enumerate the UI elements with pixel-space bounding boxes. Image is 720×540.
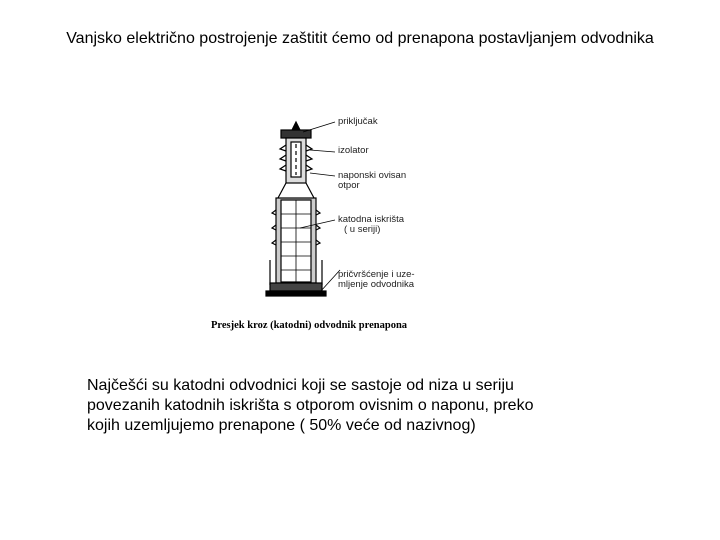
paragraph-line: Najčešći su katodni odvodnici koji se sastoje od niza u seriju bbox=[87, 377, 514, 394]
diagram-caption: Presjek kroz (katodni) odvodnik prenapona bbox=[211, 320, 408, 331]
label-izolator: izolator bbox=[338, 145, 369, 156]
surge-arrester-diagram bbox=[200, 100, 440, 340]
paragraph-line: povezanih katodnih iskrišta s otporom ovisnim o naponu, preko bbox=[87, 397, 534, 414]
label-uzemljenje-2: mljenje odvodnika bbox=[338, 279, 415, 290]
label-otpor-1: naponski ovisan bbox=[338, 170, 407, 181]
label-uzemljenje-1: pričvršćenje i uze- bbox=[338, 269, 415, 280]
paragraph-line: kojih uzemljujemo prenapone ( 50% veće od nazivnog) bbox=[87, 417, 476, 434]
label-iskrista-1: katodna iskrišta bbox=[338, 214, 405, 225]
body-paragraph bbox=[87, 376, 533, 436]
label-otpor-2: otpor bbox=[338, 180, 360, 191]
label-iskrista-2: ( u seriji) bbox=[344, 224, 381, 235]
slide-title: Vanjsko električno postrojenje zaštitit ćemo od prenapona postavljanjem odvodnika bbox=[66, 30, 654, 47]
label-prikljucak: priključak bbox=[338, 116, 378, 127]
